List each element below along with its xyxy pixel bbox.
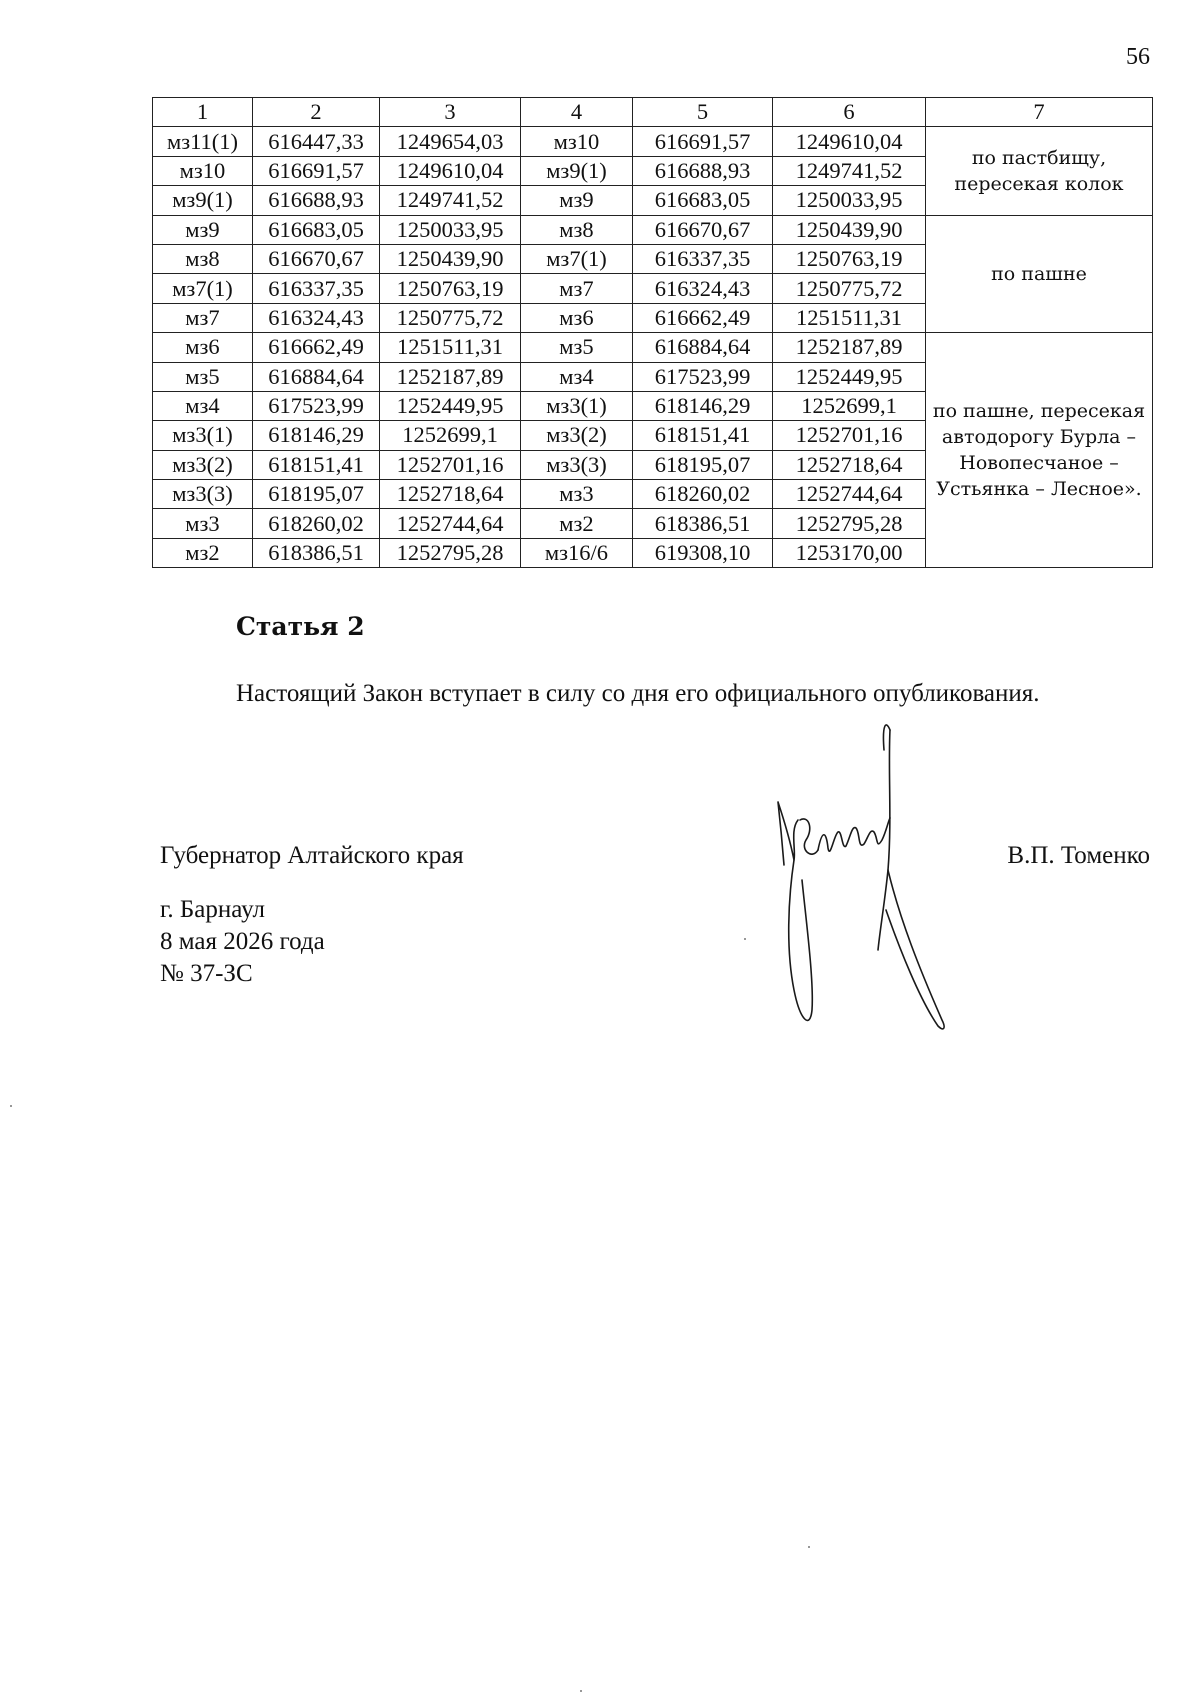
table-cell: 1249654,03 [380, 127, 521, 156]
table-cell: мз9 [153, 215, 253, 244]
scan-speck [10, 1105, 12, 1107]
table-cell: 1249741,52 [773, 156, 926, 185]
table-cell: 1253170,00 [773, 538, 926, 567]
column-header: 1 [153, 98, 253, 127]
governor-title: Губернатор Алтайского края [160, 842, 464, 869]
table-cell: мз3 [521, 480, 633, 509]
column-header: 4 [521, 98, 633, 127]
table-cell: 616662,49 [633, 303, 773, 332]
table-cell: 616662,49 [253, 333, 380, 362]
table-cell: 1252701,16 [380, 450, 521, 479]
table-cell: 616447,33 [253, 127, 380, 156]
table-cell: 1252187,89 [773, 333, 926, 362]
table-cell: 1252718,64 [380, 480, 521, 509]
table-cell: 1252449,95 [380, 391, 521, 420]
table-cell: 1250033,95 [773, 186, 926, 215]
table-cell: 1250775,72 [773, 274, 926, 303]
table-cell: 616884,64 [633, 333, 773, 362]
table-cell: 1249610,04 [380, 156, 521, 185]
table-cell: 616691,57 [253, 156, 380, 185]
column-header: 2 [253, 98, 380, 127]
footer-date: 8 мая 2026 года [160, 928, 325, 955]
table-cell: 1250763,19 [773, 244, 926, 273]
route-description-cell: по пашне, пересекая автодорогу Бурла – Новопесчаное – Устьянка – Лесное». [926, 333, 1153, 568]
table-cell: 1250763,19 [380, 274, 521, 303]
table-cell: 1252795,28 [773, 509, 926, 538]
table-cell: мз8 [153, 244, 253, 273]
table-cell: мз10 [521, 127, 633, 156]
footer-city: г. Барнаул [160, 896, 265, 923]
scan-speck [744, 938, 746, 940]
table-cell: 616683,05 [633, 186, 773, 215]
table-cell: 1250439,90 [380, 244, 521, 273]
table-cell: мз5 [521, 333, 633, 362]
route-description-cell: по пашне [926, 215, 1153, 333]
table-cell: 1252795,28 [380, 538, 521, 567]
table-cell: 616884,64 [253, 362, 380, 391]
table-cell: 616688,93 [633, 156, 773, 185]
table-row [153, 215, 1153, 244]
table-cell: 1251511,31 [773, 303, 926, 332]
scan-speck [808, 1546, 810, 1548]
table-cell: мз7(1) [153, 274, 253, 303]
table-cell: 617523,99 [633, 362, 773, 391]
table-cell: 616691,57 [633, 127, 773, 156]
table-cell: мз3 [153, 509, 253, 538]
table-cell: 618151,41 [633, 421, 773, 450]
column-header: 7 [926, 98, 1153, 127]
table-cell: мз5 [153, 362, 253, 391]
table-cell: 616337,35 [633, 244, 773, 273]
table-cell: 1252701,16 [773, 421, 926, 450]
column-header: 5 [633, 98, 773, 127]
table-cell: мз9(1) [521, 156, 633, 185]
table-cell: мз6 [153, 333, 253, 362]
table-cell: мз6 [521, 303, 633, 332]
table-cell: мз3(1) [153, 421, 253, 450]
table-row [153, 333, 1153, 362]
table-cell: 1249610,04 [773, 127, 926, 156]
table-body [153, 127, 1153, 568]
table-cell: мз2 [521, 509, 633, 538]
table-cell: 1252699,1 [773, 391, 926, 420]
table-cell: 1252449,95 [773, 362, 926, 391]
table-cell: 618146,29 [633, 391, 773, 420]
table-cell: 616688,93 [253, 186, 380, 215]
table-cell: 618386,51 [633, 509, 773, 538]
table-cell: 1250775,72 [380, 303, 521, 332]
table-cell: 1252699,1 [380, 421, 521, 450]
table-cell: мз9 [521, 186, 633, 215]
article-title: Статья 2 [236, 612, 365, 641]
table-cell: 616670,67 [253, 244, 380, 273]
table-cell: мз3(2) [153, 450, 253, 479]
table-cell: мз8 [521, 215, 633, 244]
table-cell: 1251511,31 [380, 333, 521, 362]
table-cell: 616324,43 [633, 274, 773, 303]
table-cell: мз7 [521, 274, 633, 303]
governor-name: В.П. Томенко [1007, 842, 1150, 869]
page-number: 56 [1126, 44, 1150, 70]
table-cell: 618195,07 [253, 480, 380, 509]
table-cell: мз3(3) [521, 450, 633, 479]
footer-law-number: № 37-ЗС [160, 960, 253, 987]
table-cell: 1250439,90 [773, 215, 926, 244]
table-cell: мз4 [521, 362, 633, 391]
table-cell: 619308,10 [633, 538, 773, 567]
table-cell: мз7(1) [521, 244, 633, 273]
table-cell: мз11(1) [153, 127, 253, 156]
table-cell: 618151,41 [253, 450, 380, 479]
column-header: 3 [380, 98, 521, 127]
table-row [153, 127, 1153, 156]
table-cell: 1250033,95 [380, 215, 521, 244]
table-cell: 616670,67 [633, 215, 773, 244]
scan-speck [580, 1690, 582, 1692]
table-cell: 616337,35 [253, 274, 380, 303]
table-cell: 618260,02 [633, 480, 773, 509]
table-cell: мз4 [153, 391, 253, 420]
table-cell: мз3(2) [521, 421, 633, 450]
table-cell: 1252187,89 [380, 362, 521, 391]
table-cell: мз3(1) [521, 391, 633, 420]
table-cell: мз10 [153, 156, 253, 185]
column-header: 6 [773, 98, 926, 127]
table-cell: 618386,51 [253, 538, 380, 567]
table-cell: 618260,02 [253, 509, 380, 538]
table-cell: 1249741,52 [380, 186, 521, 215]
route-description-cell: по пастбищу, пересекая колок [926, 127, 1153, 215]
table-cell: мз16/6 [521, 538, 633, 567]
table-cell: 1252744,64 [773, 480, 926, 509]
table-cell: 618146,29 [253, 421, 380, 450]
table-cell: мз3(3) [153, 480, 253, 509]
article-text: Настоящий Закон вступает в силу со дня его официального опубликования. [236, 680, 1040, 707]
table-cell: 1252744,64 [380, 509, 521, 538]
table-cell: 618195,07 [633, 450, 773, 479]
coordinates-table [152, 97, 1153, 568]
table-cell: 1252718,64 [773, 450, 926, 479]
table-cell: мз7 [153, 303, 253, 332]
table-cell: мз2 [153, 538, 253, 567]
handwritten-signature [760, 710, 960, 1090]
table-cell: 616324,43 [253, 303, 380, 332]
table-cell: мз9(1) [153, 186, 253, 215]
table-cell: 617523,99 [253, 391, 380, 420]
table-cell: 616683,05 [253, 215, 380, 244]
table-header-row [153, 98, 1153, 127]
